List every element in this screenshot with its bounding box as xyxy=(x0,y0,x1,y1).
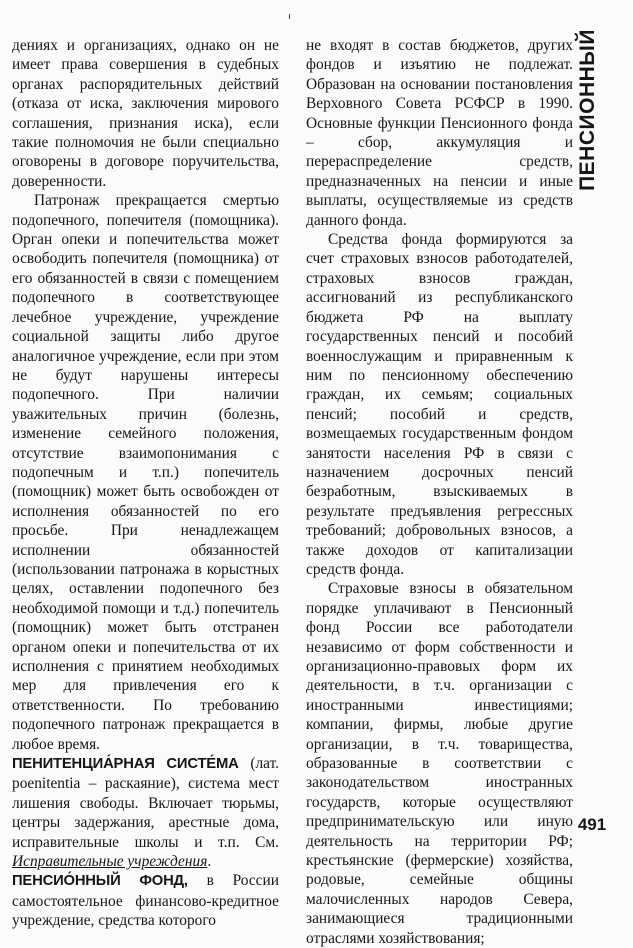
running-head-text: ПЕНСИОННЫЙ xyxy=(576,29,599,191)
right-column xyxy=(306,36,573,948)
entry-headword: ПЕНСИО́ННЫЙ ФОНД, xyxy=(12,873,188,890)
running-head xyxy=(569,30,607,190)
paragraph-fund-sources: Средства фонда формируются за счет страховых взносов работодателей, страховых взносов граждан, ассигнований из республиканского бюджета РФ на выплату государственных пенсий и пособий военнослужащим и приравненным к ним по пенсионному обеспечению граждан, их семьям; социальных пенсий; пособий и средств, возмещаемых государственным фондом занятости населения РФ в связи с назначением досрочных пенсий безработным, взыскиваемых в результате предъявления регрессных требований; добровольных взносов, а также доходов от капитализации средств фонда. xyxy=(306,231,573,578)
cross-reference-link[interactable]: Исправительные учреждения xyxy=(12,853,208,871)
paragraph-guardianship-rights: дениях и организациях, однако он не имеет права совершения в судебных органах распорядительных действий (отказа от иска, заключения мирового соглашения, признания иска), если такие полномочия не были специально оговорены в договоре поручительства, доверенности. xyxy=(12,37,279,190)
left-column xyxy=(12,36,279,931)
page-number: 491 xyxy=(577,815,607,834)
paragraph-fund-functions: не входят в состав бюджетов, других фондов и изъятию не подлежат. Образован на основании постановления Верховного Совета РСФСР в 1990. Основные функции Пенсионного фонда – сбор, аккумуляция и перераспределение средств, предназначенных на пенсии и иные выплаты, осуществляемые из средств данного фонда. xyxy=(306,37,573,229)
paragraph-insurance-contributions: Страховые взносы в обязательном порядке уплачивают в Пенсионный фонд России все работодатели независимо от форм собственности и организационно-правовых форм их деятельности, в т.ч. организации с иностранными инвестициями; компании, фирмы, любые другие организации, в т.ч. товарищества, образованные в соответствии с законодательством иностранных государств, которые осуществляют предпринимательскую или иную деятельность на территории РФ; крестьянские (фермерские) хозяйства, родовые, семейные общины малочисленных народов Севера, занимающиеся традиционными отраслями хозяйствования; xyxy=(306,580,573,947)
entry-definition: (лат. poenitentia – раскаяние), система мест лишения свободы. Включает тюрьмы, центры задержания, арестные дома, исправительные школы и т.п. См. xyxy=(12,755,279,851)
entry-headword: ПЕНИТЕНЦИА́РНАЯ СИСТЕ́МА xyxy=(12,756,239,773)
paragraph-patronage-termination: Патронаж прекращается смертью подопечного, попечителя (помощника). Орган опеки и попечительства может освободить попечителя (помощника) от его обязанностей в связи с помещением подопечного в соответствующее лечебное учреждение, учреждение социальной защиты либо другое аналогичное учреждение, если при этом не будут нарушены интересы подопечного. При наличии уважительных причин (болезнь, изменение семейного положения, отсутствие взаимопонимания с подопечным и т.п.) попечитель (помощник) может быть освобожден от исполнения обязанностей по его просьбе. При ненадлежащем исполнении обязанностей (использовании патронажа в корыстных целях, оставлении подопечного без необходимой помощи и т.д.) попечитель (помощник) может быть отстранен органом опеки и попечительства от их исполнения с принятием необходимых мер для привлечения его к ответственности. По требованию подопечного патронаж прекращается в любое время. xyxy=(12,192,279,753)
entry-definition: в России самостоятельное финансово-кредитное учреждение, средства которого xyxy=(12,872,279,930)
entry-penitentiary-system xyxy=(12,754,279,871)
entry-end-punct: . xyxy=(207,853,212,871)
top-tick-mark xyxy=(289,14,290,19)
entry-pension-fund xyxy=(12,871,279,930)
